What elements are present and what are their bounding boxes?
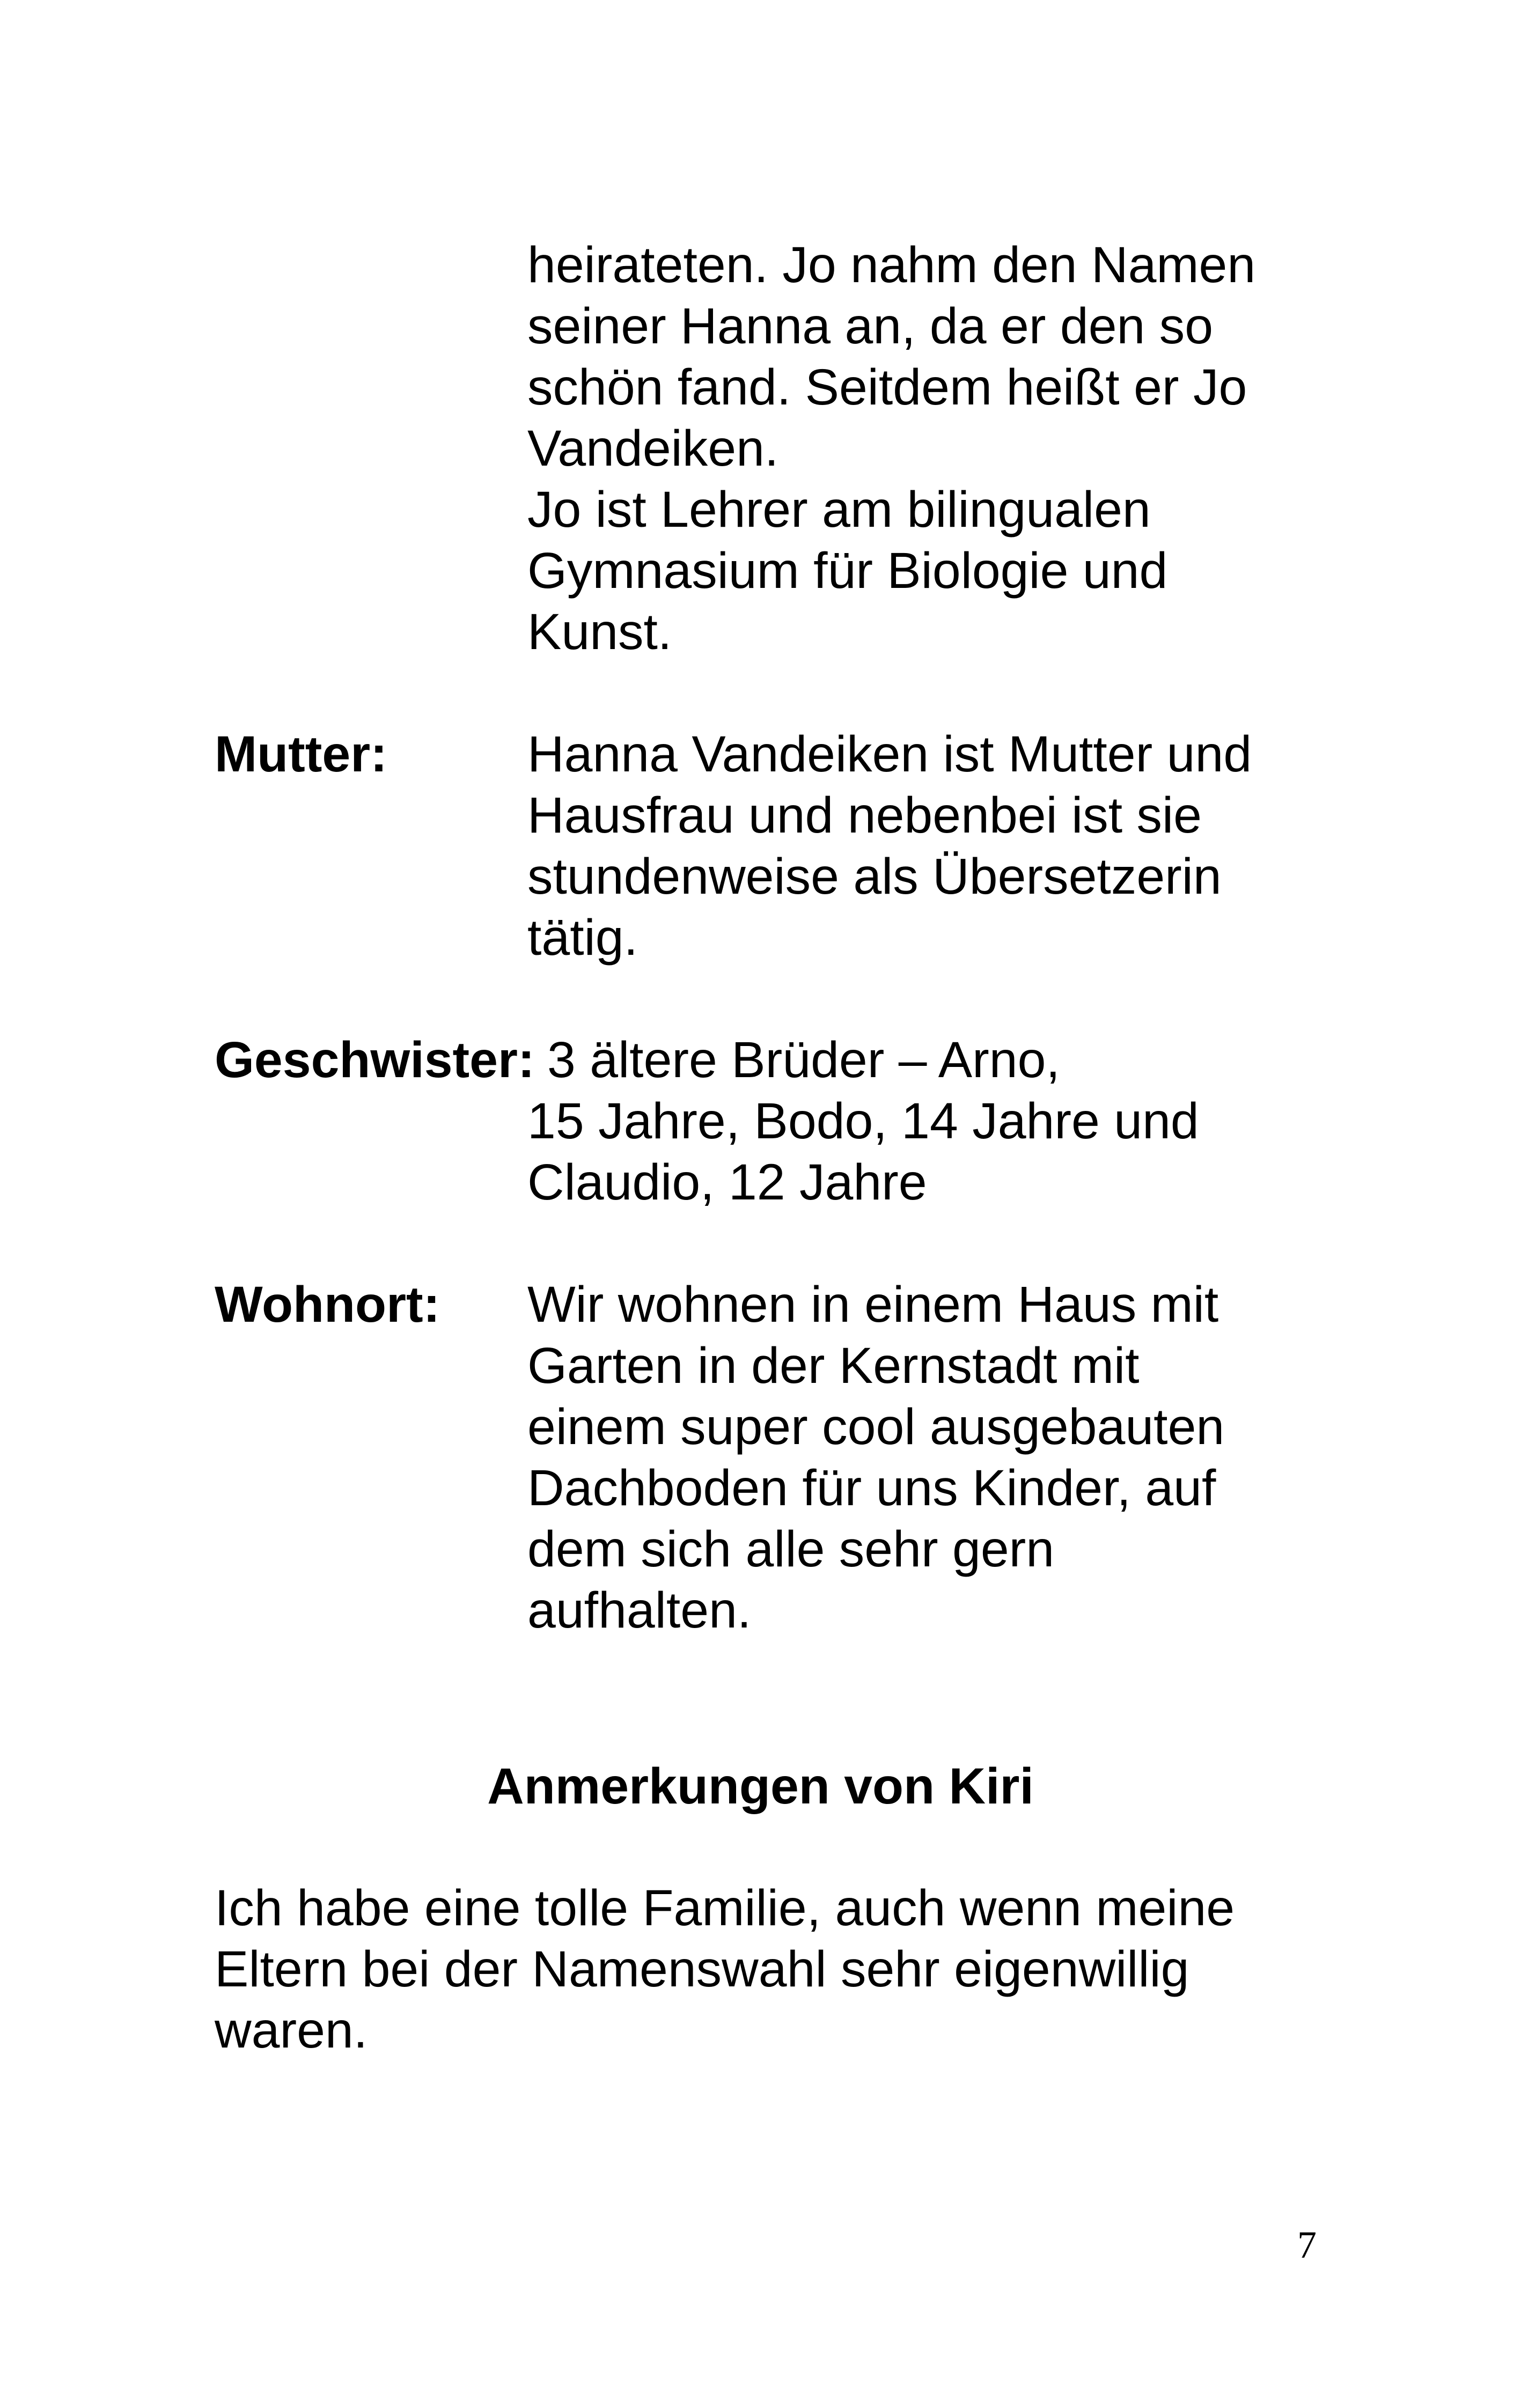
page-number: 7 xyxy=(1297,2223,1317,2266)
father-line: Gymnasium für Biologie und xyxy=(527,542,1168,599)
notes-line: Ich habe eine tolle Familie, auch wenn meine xyxy=(215,1880,1235,1936)
siblings-label: Geschwister: xyxy=(215,1032,535,1088)
mother-line: Hausfrau und nebenbei ist sie xyxy=(527,787,1202,844)
father-line: Jo ist Lehrer am bilingualen xyxy=(527,481,1151,538)
notes-line: waren. xyxy=(215,2002,368,2059)
father-line: Vandeiken. xyxy=(527,420,779,477)
mother-line: tätig. xyxy=(527,909,638,966)
residence-line: Wir wohnen in einem Haus mit xyxy=(527,1276,1219,1333)
residence-line: aufhalten. xyxy=(527,1582,752,1639)
residence-line: einem super cool ausgebauten xyxy=(527,1398,1225,1455)
notes-heading: Anmerkungen von Kiri xyxy=(487,1758,1034,1815)
residence-line: Dachboden für uns Kinder, auf xyxy=(527,1460,1216,1516)
mother-line: stundenweise als Übersetzerin xyxy=(527,848,1222,905)
residence-label: Wohnort: xyxy=(215,1276,440,1333)
father-line: schön fand. Seitdem heißt er Jo xyxy=(527,359,1247,416)
notes-line: Eltern bei der Namenswahl sehr eigenwillig xyxy=(215,1941,1189,1998)
siblings-line: 15 Jahre, Bodo, 14 Jahre und xyxy=(527,1093,1199,1150)
mother-label: Mutter: xyxy=(215,726,387,783)
residence-line: dem sich alle sehr gern xyxy=(527,1521,1055,1578)
siblings-line: 3 ältere Brüder – Arno, xyxy=(547,1032,1060,1088)
siblings-line: Claudio, 12 Jahre xyxy=(527,1154,927,1211)
father-line: seiner Hanna an, da er den so xyxy=(527,298,1214,355)
residence-line: Garten in der Kernstadt mit xyxy=(527,1337,1140,1394)
father-line: heirateten. Jo nahm den Namen xyxy=(527,237,1256,293)
mother-line: Hanna Vandeiken ist Mutter und xyxy=(527,726,1252,783)
father-line: Kunst. xyxy=(527,603,672,660)
